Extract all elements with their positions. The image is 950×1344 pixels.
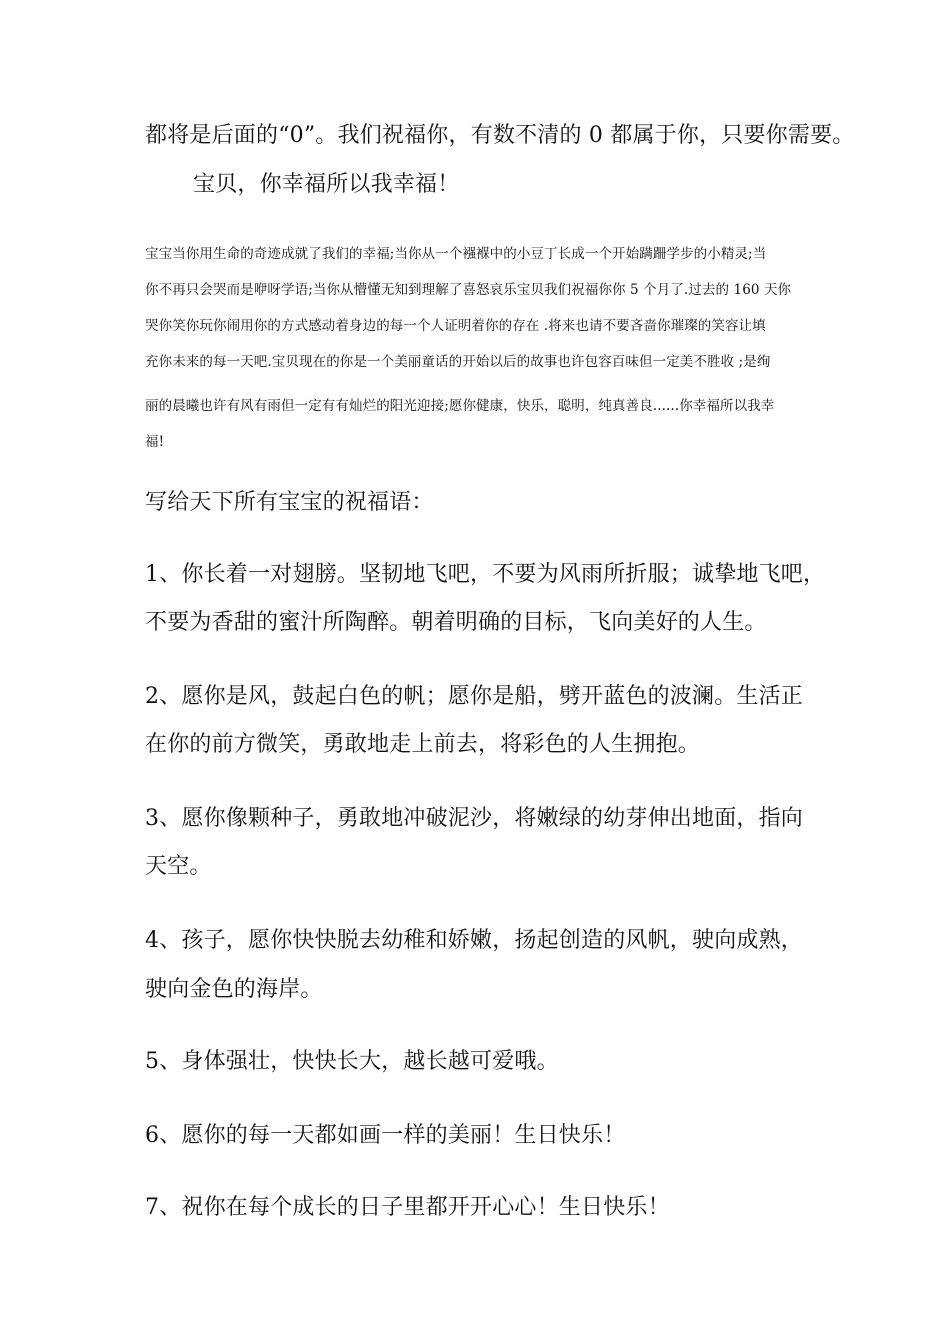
small-paragraph-line: 充你未来的每一天吧.宝贝现在的你是一个美丽童话的开始以后的故事也许包容百味但一定美不胜收 ;是绚 xyxy=(145,354,771,370)
small-paragraph-line: 宝宝当你用生命的奇迹成就了我们的幸福;当你从一个襁褓中的小豆丁长成一个开始蹒跚学步的小精灵;当 xyxy=(145,246,767,262)
list-item-4-line-2: 驶向金色的海岸。 xyxy=(145,977,323,1002)
list-item-5: 5、身体强壮，快快长大，越长越可爱哦。 xyxy=(145,1049,559,1074)
small-paragraph-line: 福! xyxy=(145,434,165,450)
small-paragraph-line: 丽的晨曦也许有风有雨但一定有有灿烂的阳光迎接;愿你健康，快乐，聪明，纯真善良......你幸福所以我幸 xyxy=(145,398,775,414)
small-paragraph-line: 你不再只会哭而是咿呀学语;当你从懵懂无知到理解了喜怒哀乐宝贝我们祝福你你 5 个月了.过去的 160 天你 xyxy=(145,282,792,298)
list-item-6: 6、愿你的每一天都如画一样的美丽！生日快乐！ xyxy=(145,1123,626,1148)
list-item-7: 7、祝你在每个成长的日子里都开开心心！生日快乐！ xyxy=(145,1195,670,1220)
paragraph-line: 宝贝，你幸福所以我幸福！ xyxy=(193,172,460,197)
list-item-2-line-1: 2、愿你是风，鼓起白色的帆；愿你是船，劈开蓝色的波澜。生活正 xyxy=(145,684,803,709)
paragraph-line: 都将是后面的“0”。我们祝福你，有数不清的 0 都属于你，只要你需要。 xyxy=(145,123,855,148)
list-item-3-line-1: 3、愿你像颗种子，勇敢地冲破泥沙，将嫩绿的幼芽伸出地面，指向 xyxy=(145,806,803,831)
list-item-4-line-1: 4、孩子，愿你快快脱去幼稚和娇嫩，扬起创造的风帆，驶向成熟， xyxy=(145,928,803,953)
list-item-3-line-2: 天空。 xyxy=(145,854,212,879)
section-heading: 写给天下所有宝宝的祝福语： xyxy=(145,490,434,515)
list-item-2-line-2: 在你的前方微笑，勇敢地走上前去，将彩色的人生拥抱。 xyxy=(145,732,701,757)
small-paragraph-line: 哭你笑你玩你闹用你的方式感动着身边的每一个人证明着你的存在 .将来也请不要吝啬你璀璨的笑容让填 xyxy=(145,318,766,334)
list-item-1-line-1: 1、你长着一对翅膀。坚韧地飞吧，不要为风雨所折服；诚挚地飞吧， xyxy=(145,562,826,587)
list-item-1-line-2: 不要为香甜的蜜汁所陶醉。朝着明确的目标，飞向美好的人生。 xyxy=(145,610,767,635)
